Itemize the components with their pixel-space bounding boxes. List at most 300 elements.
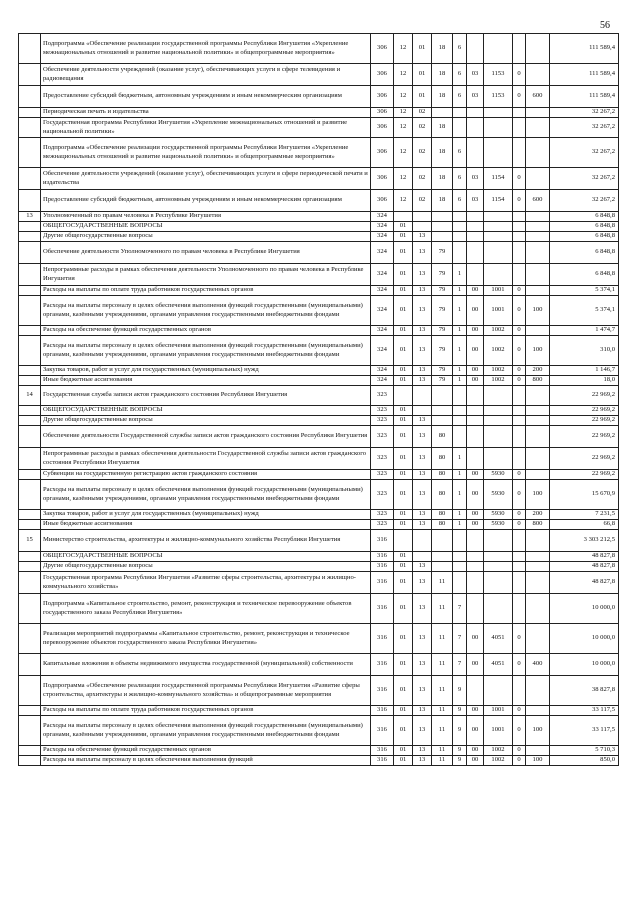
row-name: Государственная программа Республики Ингушетия «Укрепление межнациональных отношений и развитие национальной политики» — [41, 118, 371, 138]
code-direction: 1153 — [484, 86, 513, 108]
code-direction — [484, 222, 513, 232]
code-extra: 0 — [513, 190, 526, 212]
code-program: 18 — [432, 118, 453, 138]
code-extra — [513, 448, 526, 470]
code-program: 18 — [432, 34, 453, 64]
code-ministry: 324 — [371, 212, 394, 222]
code-extra: 0 — [513, 168, 526, 190]
code-subsection — [413, 386, 432, 406]
code-direction — [484, 264, 513, 286]
code-subsection: 02 — [413, 108, 432, 118]
code-expense-type — [526, 64, 550, 86]
code-program — [432, 562, 453, 572]
code-subprogram: 9 — [453, 706, 467, 716]
code-subprogram — [453, 212, 467, 222]
row-sum: 111 589,4 — [550, 64, 619, 86]
code-expense-type — [526, 386, 550, 406]
table-row — [19, 530, 619, 552]
code-extra — [513, 108, 526, 118]
row-sum: 1 146,7 — [550, 366, 619, 376]
row-number — [19, 118, 41, 138]
code-event — [467, 118, 484, 138]
code-program: 11 — [432, 756, 453, 766]
code-ministry: 316 — [371, 572, 394, 594]
table-row — [19, 426, 619, 448]
row-name: Периодическая печать и издательства — [41, 108, 371, 118]
code-section: 01 — [394, 296, 413, 326]
code-expense-type — [526, 138, 550, 168]
code-ministry: 323 — [371, 416, 394, 426]
code-section: 12 — [394, 108, 413, 118]
code-expense-type — [526, 118, 550, 138]
code-subprogram: 1 — [453, 286, 467, 296]
row-sum: 32 267,2 — [550, 118, 619, 138]
code-extra: 0 — [513, 520, 526, 530]
row-name: Подпрограмма «Обеспечение реализации государственной программы Республики Ингушетия «Укрепление межнациональных отношений и развитие национальной политики» и общепрограммные мероприятия» — [41, 34, 371, 64]
code-program: 80 — [432, 520, 453, 530]
code-program: 80 — [432, 480, 453, 510]
code-subsection: 13 — [413, 470, 432, 480]
code-subprogram: 9 — [453, 716, 467, 746]
row-sum: 310,0 — [550, 336, 619, 366]
row-name: Расходы на выплаты по оплате труда работников государственных органов — [41, 286, 371, 296]
code-event — [467, 426, 484, 448]
code-direction: 1153 — [484, 64, 513, 86]
code-ministry: 306 — [371, 138, 394, 168]
code-ministry: 323 — [371, 448, 394, 470]
code-ministry: 323 — [371, 470, 394, 480]
code-event — [467, 222, 484, 232]
code-subprogram: 1 — [453, 336, 467, 366]
code-subprogram: 1 — [453, 264, 467, 286]
table-row — [19, 406, 619, 416]
code-subprogram — [453, 426, 467, 448]
code-subprogram: 1 — [453, 470, 467, 480]
code-event — [467, 406, 484, 416]
code-ministry: 324 — [371, 366, 394, 376]
row-number — [19, 286, 41, 296]
code-subsection — [413, 530, 432, 552]
row-name: Министерство строительства, архитектуры и жилищно-коммунального хозяйства Республики Ингушетия — [41, 530, 371, 552]
code-subprogram — [453, 118, 467, 138]
code-section: 12 — [394, 168, 413, 190]
code-subprogram — [453, 386, 467, 406]
code-ministry: 316 — [371, 530, 394, 552]
row-sum: 18,0 — [550, 376, 619, 386]
code-subsection: 02 — [413, 168, 432, 190]
code-subsection — [413, 222, 432, 232]
code-ministry: 323 — [371, 510, 394, 520]
row-sum: 38 827,8 — [550, 676, 619, 706]
code-direction: 5930 — [484, 470, 513, 480]
table-row — [19, 212, 619, 222]
code-ministry: 324 — [371, 326, 394, 336]
code-event — [467, 448, 484, 470]
code-direction — [484, 212, 513, 222]
code-event — [467, 232, 484, 242]
row-number — [19, 676, 41, 706]
row-number — [19, 562, 41, 572]
code-subsection: 13 — [413, 676, 432, 706]
table-row — [19, 286, 619, 296]
code-section: 12 — [394, 86, 413, 108]
code-program: 79 — [432, 286, 453, 296]
row-number — [19, 416, 41, 426]
row-name: Обеспечение деятельности учреждений (оказание услуг), обеспечивающих услуги в сфере периодической печати и издательства — [41, 168, 371, 190]
table-row — [19, 676, 619, 706]
table-row — [19, 34, 619, 64]
code-subsection — [413, 212, 432, 222]
code-event: 00 — [467, 296, 484, 326]
row-sum: 22 969,2 — [550, 426, 619, 448]
code-event — [467, 242, 484, 264]
code-expense-type — [526, 624, 550, 654]
table-row — [19, 416, 619, 426]
code-subsection: 13 — [413, 520, 432, 530]
code-event: 00 — [467, 480, 484, 510]
code-section: 01 — [394, 520, 413, 530]
code-section: 01 — [394, 242, 413, 264]
code-subsection: 13 — [413, 336, 432, 366]
code-direction — [484, 426, 513, 448]
table-row — [19, 86, 619, 108]
code-section: 12 — [394, 64, 413, 86]
code-subsection: 02 — [413, 118, 432, 138]
code-ministry: 323 — [371, 386, 394, 406]
row-sum: 1 474,7 — [550, 326, 619, 336]
table-row — [19, 242, 619, 264]
code-subsection: 13 — [413, 366, 432, 376]
code-expense-type: 200 — [526, 366, 550, 376]
code-extra — [513, 562, 526, 572]
row-name: Непрограммные расходы в рамках обеспечения деятельности Государственной службы записи актов гражданского состояния Республики Ингушетия — [41, 448, 371, 470]
row-sum: 48 827,8 — [550, 572, 619, 594]
code-expense-type — [526, 416, 550, 426]
code-extra: 0 — [513, 480, 526, 510]
code-subprogram — [453, 242, 467, 264]
row-sum: 10 000,0 — [550, 624, 619, 654]
code-subprogram: 9 — [453, 676, 467, 706]
row-name: Обеспечение деятельности Уполномоченного по правам человека в Республике Ингушетия — [41, 242, 371, 264]
code-event — [467, 34, 484, 64]
code-ministry: 324 — [371, 232, 394, 242]
code-event: 03 — [467, 190, 484, 212]
table-row — [19, 386, 619, 406]
code-event — [467, 530, 484, 552]
code-subsection: 13 — [413, 654, 432, 676]
code-extra — [513, 416, 526, 426]
code-subprogram: 7 — [453, 594, 467, 624]
code-event — [467, 416, 484, 426]
code-expense-type: 600 — [526, 86, 550, 108]
code-event: 00 — [467, 326, 484, 336]
row-sum: 32 267,2 — [550, 138, 619, 168]
code-event: 00 — [467, 706, 484, 716]
code-subprogram: 6 — [453, 138, 467, 168]
row-sum: 5 374,1 — [550, 296, 619, 326]
code-ministry: 306 — [371, 34, 394, 64]
code-subprogram: 9 — [453, 746, 467, 756]
code-subprogram — [453, 222, 467, 232]
code-extra: 0 — [513, 756, 526, 766]
code-direction: 1002 — [484, 756, 513, 766]
code-extra: 0 — [513, 366, 526, 376]
row-name: Расходы на выплаты персоналу в целях обеспечения выполнения функций государственными (муниципальными) органами, казёнными учреждениями, органами управления государственными внебюджетными фондами — [41, 716, 371, 746]
code-direction: 1002 — [484, 746, 513, 756]
row-sum: 33 117,5 — [550, 716, 619, 746]
row-name: Обеспечение деятельности учреждений (оказание услуг), обеспечивающих услуги в сфере телевидения и радиовещания — [41, 64, 371, 86]
code-event — [467, 386, 484, 406]
code-direction — [484, 448, 513, 470]
code-ministry: 316 — [371, 624, 394, 654]
code-direction: 1002 — [484, 376, 513, 386]
code-subprogram — [453, 530, 467, 552]
code-extra — [513, 386, 526, 406]
code-ministry: 316 — [371, 552, 394, 562]
row-number — [19, 406, 41, 416]
code-section: 01 — [394, 756, 413, 766]
code-ministry: 324 — [371, 264, 394, 286]
row-number — [19, 336, 41, 366]
code-ministry: 324 — [371, 242, 394, 264]
code-direction — [484, 416, 513, 426]
code-section: 12 — [394, 138, 413, 168]
code-direction: 1001 — [484, 296, 513, 326]
code-program: 79 — [432, 242, 453, 264]
code-subprogram: 1 — [453, 520, 467, 530]
code-subsection: 13 — [413, 296, 432, 326]
code-expense-type — [526, 676, 550, 706]
code-expense-type — [526, 448, 550, 470]
row-number — [19, 264, 41, 286]
code-ministry: 316 — [371, 594, 394, 624]
row-name: Иные бюджетные ассигнования — [41, 376, 371, 386]
row-name: Расходы на выплаты персоналу в целях обеспечения выполнения функций государственными (муниципальными) органами, казёнными учреждениями, органами управления государственными внебюджетными фондами — [41, 480, 371, 510]
row-sum: 3 303 212,5 — [550, 530, 619, 552]
row-number — [19, 34, 41, 64]
table-row — [19, 366, 619, 376]
code-extra: 0 — [513, 624, 526, 654]
code-program: 11 — [432, 706, 453, 716]
row-sum: 22 969,2 — [550, 386, 619, 406]
code-direction — [484, 676, 513, 706]
code-subsection: 13 — [413, 510, 432, 520]
code-direction — [484, 108, 513, 118]
code-section — [394, 212, 413, 222]
code-program — [432, 212, 453, 222]
row-number — [19, 448, 41, 470]
code-expense-type — [526, 108, 550, 118]
code-ministry: 316 — [371, 654, 394, 676]
row-name: Расходы на выплаты персоналу в целях обеспечения выполнения функций — [41, 756, 371, 766]
table-row — [19, 64, 619, 86]
code-subprogram: 6 — [453, 168, 467, 190]
row-name: Подпрограмма «Обеспечение реализации государственной программы Республики Ингушетия «Укрепление межнациональных отношений и развитие национальной политики» и общепрограммные мероприятия» — [41, 138, 371, 168]
code-event: 00 — [467, 746, 484, 756]
table-row — [19, 480, 619, 510]
code-program: 80 — [432, 510, 453, 520]
table-row — [19, 232, 619, 242]
row-name: Расходы на обеспечение функций государственных органов — [41, 746, 371, 756]
row-name: Капитальные вложения в объекты недвижимого имущества государственной (муниципальной) собственности — [41, 654, 371, 676]
code-section: 01 — [394, 264, 413, 286]
row-number — [19, 706, 41, 716]
row-sum: 5 374,1 — [550, 286, 619, 296]
code-subsection: 01 — [413, 86, 432, 108]
code-program: 79 — [432, 336, 453, 366]
table-row — [19, 118, 619, 138]
code-extra — [513, 594, 526, 624]
code-subprogram: 1 — [453, 448, 467, 470]
code-section: 01 — [394, 562, 413, 572]
code-program: 79 — [432, 264, 453, 286]
table-row — [19, 336, 619, 366]
row-number — [19, 190, 41, 212]
row-number — [19, 86, 41, 108]
code-program: 18 — [432, 86, 453, 108]
code-event — [467, 562, 484, 572]
row-sum: 6 848,8 — [550, 264, 619, 286]
code-program: 11 — [432, 572, 453, 594]
code-program — [432, 386, 453, 406]
code-extra — [513, 264, 526, 286]
code-subsection: 13 — [413, 756, 432, 766]
code-direction — [484, 386, 513, 406]
table-row — [19, 376, 619, 386]
code-event — [467, 594, 484, 624]
table-row — [19, 296, 619, 326]
row-sum: 22 969,2 — [550, 406, 619, 416]
code-extra: 0 — [513, 86, 526, 108]
code-expense-type — [526, 406, 550, 416]
row-sum: 66,8 — [550, 520, 619, 530]
code-subsection: 13 — [413, 242, 432, 264]
code-subprogram: 1 — [453, 376, 467, 386]
row-sum: 6 848,8 — [550, 242, 619, 264]
row-sum: 6 848,8 — [550, 212, 619, 222]
row-name: Иные бюджетные ассигнования — [41, 520, 371, 530]
code-expense-type — [526, 264, 550, 286]
row-sum: 32 267,2 — [550, 168, 619, 190]
row-number: 15 — [19, 530, 41, 552]
code-ministry: 316 — [371, 706, 394, 716]
code-extra — [513, 676, 526, 706]
code-direction: 1001 — [484, 286, 513, 296]
table-row — [19, 716, 619, 746]
row-name: Субвенции на государственную регистрацию актов гражданского состояния — [41, 470, 371, 480]
code-expense-type: 100 — [526, 716, 550, 746]
code-direction — [484, 34, 513, 64]
code-extra: 0 — [513, 746, 526, 756]
code-section: 01 — [394, 426, 413, 448]
code-subprogram — [453, 406, 467, 416]
code-program — [432, 552, 453, 562]
code-direction — [484, 594, 513, 624]
code-ministry: 316 — [371, 746, 394, 756]
code-ministry: 323 — [371, 480, 394, 510]
code-event: 03 — [467, 64, 484, 86]
code-expense-type — [526, 530, 550, 552]
code-section: 01 — [394, 222, 413, 232]
row-number: 14 — [19, 386, 41, 406]
table-row — [19, 108, 619, 118]
table-row — [19, 552, 619, 562]
row-number — [19, 746, 41, 756]
row-name: Закупка товаров, работ и услуг для государственных (муниципальных) нужд — [41, 366, 371, 376]
table-row — [19, 520, 619, 530]
code-section: 01 — [394, 470, 413, 480]
code-event: 00 — [467, 366, 484, 376]
table-row — [19, 448, 619, 470]
code-event — [467, 572, 484, 594]
table-row — [19, 572, 619, 594]
code-direction — [484, 562, 513, 572]
code-subprogram: 6 — [453, 64, 467, 86]
code-ministry: 316 — [371, 756, 394, 766]
code-extra: 0 — [513, 654, 526, 676]
code-direction: 5930 — [484, 520, 513, 530]
code-direction: 1002 — [484, 326, 513, 336]
row-sum: 22 969,2 — [550, 416, 619, 426]
code-event — [467, 108, 484, 118]
code-extra: 0 — [513, 376, 526, 386]
code-section: 01 — [394, 416, 413, 426]
code-subsection: 13 — [413, 572, 432, 594]
code-event: 00 — [467, 510, 484, 520]
row-number — [19, 470, 41, 480]
code-expense-type — [526, 326, 550, 336]
code-subsection: 13 — [413, 746, 432, 756]
code-section: 01 — [394, 326, 413, 336]
code-subsection: 13 — [413, 594, 432, 624]
table-row — [19, 706, 619, 716]
code-event: 00 — [467, 336, 484, 366]
code-extra — [513, 530, 526, 552]
code-ministry: 323 — [371, 406, 394, 416]
code-subsection: 13 — [413, 716, 432, 746]
code-expense-type — [526, 286, 550, 296]
row-number — [19, 138, 41, 168]
code-program: 18 — [432, 138, 453, 168]
code-program: 79 — [432, 296, 453, 326]
code-section: 01 — [394, 336, 413, 366]
code-subsection: 02 — [413, 190, 432, 212]
code-subsection: 13 — [413, 562, 432, 572]
code-expense-type: 400 — [526, 654, 550, 676]
code-expense-type — [526, 222, 550, 232]
row-sum: 6 848,8 — [550, 232, 619, 242]
code-subprogram — [453, 232, 467, 242]
code-extra — [513, 426, 526, 448]
row-number — [19, 376, 41, 386]
row-sum: 6 848,8 — [550, 222, 619, 232]
row-number — [19, 366, 41, 376]
code-direction: 4051 — [484, 624, 513, 654]
row-name: Закупка товаров, работ и услуг для государственных (муниципальных) нужд — [41, 510, 371, 520]
code-expense-type: 600 — [526, 190, 550, 212]
row-sum: 32 267,2 — [550, 108, 619, 118]
code-section: 01 — [394, 376, 413, 386]
table-row — [19, 594, 619, 624]
code-event — [467, 552, 484, 562]
table-row — [19, 264, 619, 286]
code-subsection: 13 — [413, 264, 432, 286]
row-name: Уполномоченный по правам человека в Республике Ингушетия — [41, 212, 371, 222]
code-expense-type — [526, 594, 550, 624]
code-program: 79 — [432, 326, 453, 336]
row-sum: 10 000,0 — [550, 594, 619, 624]
code-direction: 4051 — [484, 654, 513, 676]
